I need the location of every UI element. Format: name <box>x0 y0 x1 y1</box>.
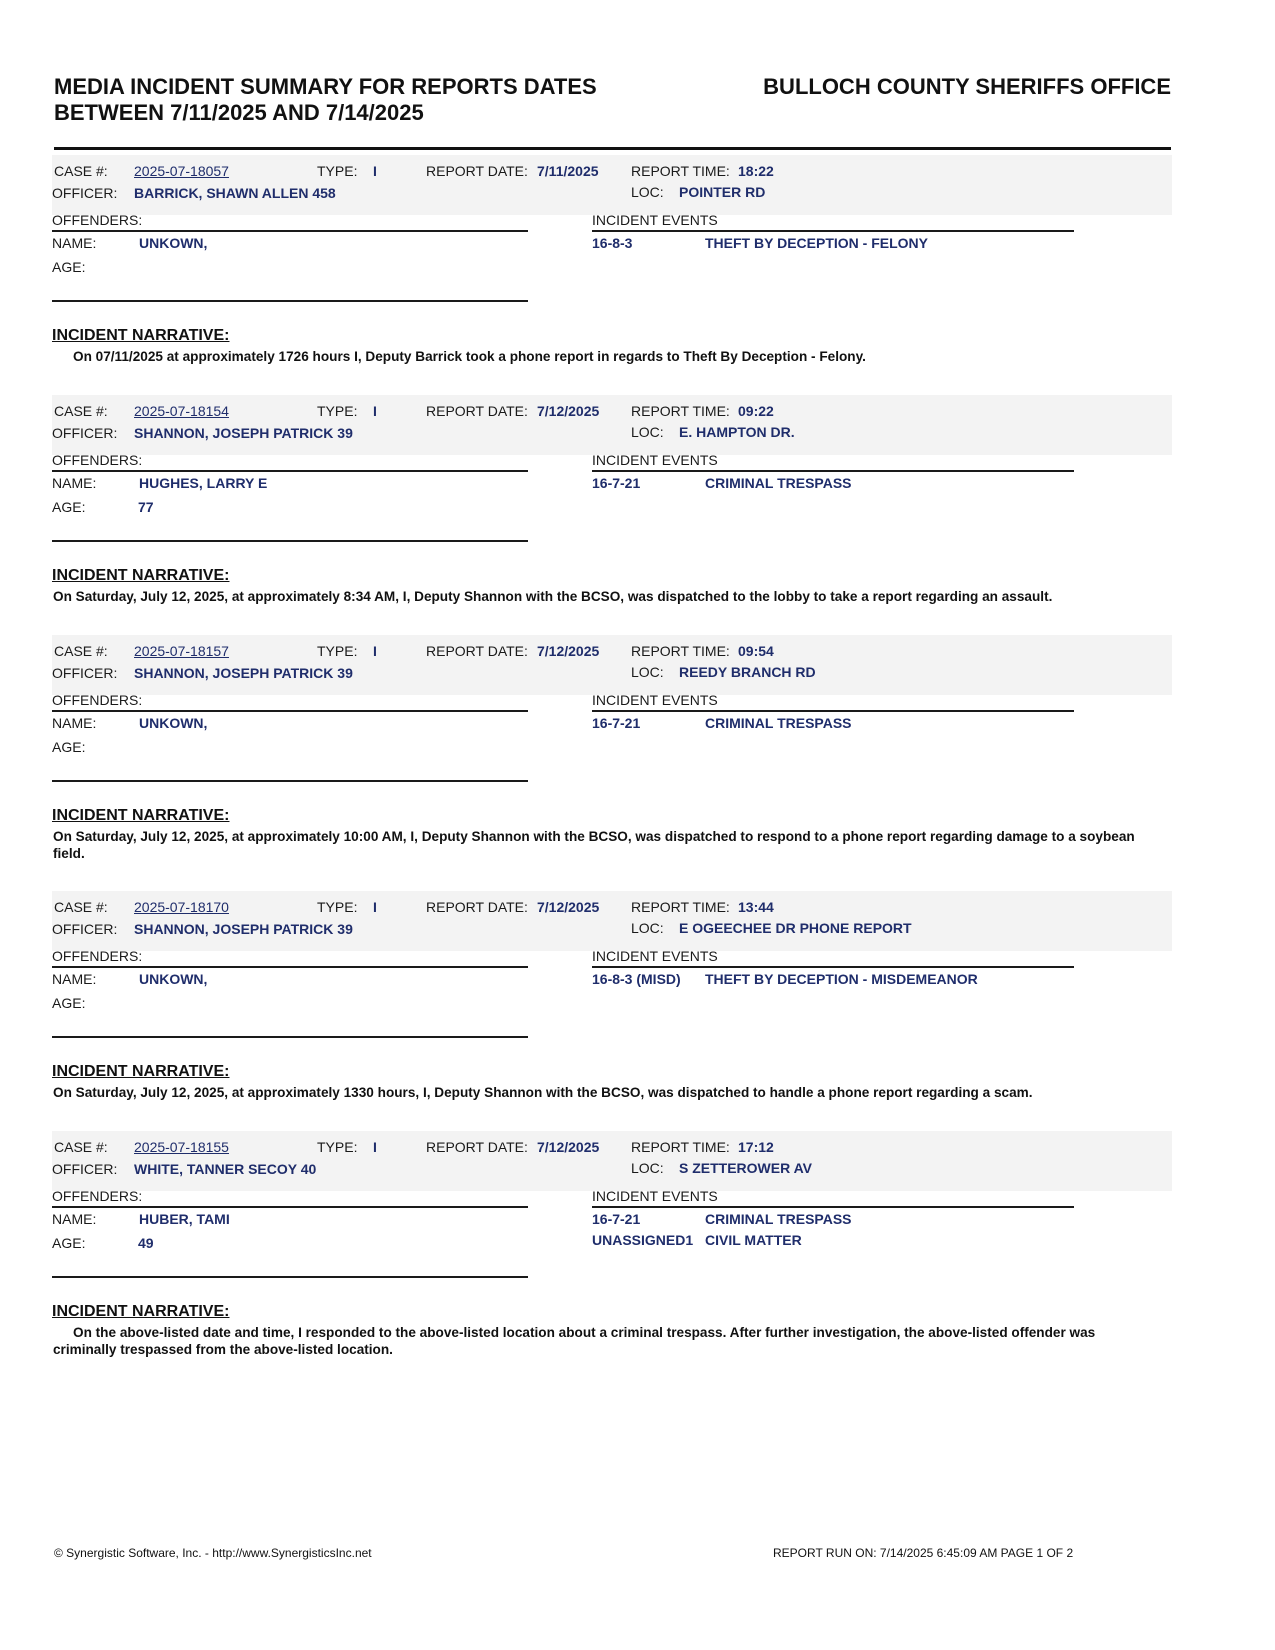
loc-value: E. HAMPTON DR. <box>679 424 795 440</box>
incident-block <box>52 155 1172 400</box>
officer-label: OFFICER: <box>52 1161 118 1177</box>
incident-events-label: INCIDENT EVENTS <box>592 212 718 228</box>
offenders-bottom-divider <box>52 780 528 782</box>
incident-block <box>52 395 1172 640</box>
officer-value: SHANNON, JOSEPH PATRICK 39 <box>134 921 353 937</box>
offenders-divider <box>52 470 528 472</box>
offender-name: HUGHES, LARRY E <box>139 475 268 491</box>
report-time-label: REPORT TIME: <box>631 403 730 419</box>
name-label: NAME: <box>52 235 97 251</box>
type-label: TYPE: <box>317 899 358 915</box>
offender-name: UNKOWN, <box>139 715 208 731</box>
report-date-value: 7/12/2025 <box>537 643 600 659</box>
offenders-divider <box>52 710 528 712</box>
incident-events-label: INCIDENT EVENTS <box>592 1188 718 1204</box>
event-description: THEFT BY DECEPTION - MISDEMEANOR <box>705 971 978 987</box>
offenders-divider <box>52 230 528 232</box>
report-time-value: 13:44 <box>738 899 774 915</box>
offenders-label: OFFENDERS: <box>52 948 143 964</box>
narrative-heading: INCIDENT NARRATIVE: <box>52 1303 230 1320</box>
event-code: 16-8-3 (MISD) <box>592 971 681 987</box>
age-label: AGE: <box>52 259 86 275</box>
incident-block <box>52 891 1172 1136</box>
case-number-link[interactable]: 2025-07-18155 <box>134 1139 229 1155</box>
narrative-heading: INCIDENT NARRATIVE: <box>52 1063 230 1080</box>
incident-events-label: INCIDENT EVENTS <box>592 692 718 708</box>
report-date-value: 7/11/2025 <box>537 163 599 179</box>
report-time-label: REPORT TIME: <box>631 163 730 179</box>
officer-label: OFFICER: <box>52 185 118 201</box>
offender-name: HUBER, TAMI <box>139 1211 230 1227</box>
report-date-value: 7/12/2025 <box>537 899 600 915</box>
case-number-link[interactable]: 2025-07-18157 <box>134 643 229 659</box>
report-time-label: REPORT TIME: <box>631 643 730 659</box>
name-label: NAME: <box>52 715 97 731</box>
loc-value: POINTER RD <box>679 184 766 200</box>
type-label: TYPE: <box>317 163 358 179</box>
type-label: TYPE: <box>317 403 358 419</box>
narrative-text: On Saturday, July 12, 2025, at approximately 1330 hours, I, Deputy Shannon with the BCSO, was dispatched to handle a phone report regarding a scam. <box>53 1085 1033 1100</box>
officer-value: BARRICK, SHAWN ALLEN 458 <box>134 185 336 201</box>
loc-label: LOC: <box>631 920 664 936</box>
officer-label: OFFICER: <box>52 425 118 441</box>
report-date-label: REPORT DATE: <box>426 643 528 659</box>
events-divider <box>592 710 1074 712</box>
offenders-bottom-divider <box>52 1276 528 1278</box>
case-label: CASE #: <box>54 643 108 659</box>
case-number-link[interactable]: 2025-07-18154 <box>134 403 229 419</box>
event-code: 16-7-21 <box>592 1211 641 1227</box>
type-label: TYPE: <box>317 643 358 659</box>
name-label: NAME: <box>52 475 97 491</box>
case-label: CASE #: <box>54 899 108 915</box>
type-value: I <box>373 1139 377 1155</box>
loc-value: E OGEECHEE DR PHONE REPORT <box>679 920 912 936</box>
report-date-label: REPORT DATE: <box>426 163 528 179</box>
report-date-label: REPORT DATE: <box>426 1139 528 1155</box>
officer-value: WHITE, TANNER SECOY 40 <box>134 1161 317 1177</box>
offenders-label: OFFENDERS: <box>52 1188 143 1204</box>
type-value: I <box>373 403 377 419</box>
event-description: CIVIL MATTER <box>705 1232 802 1248</box>
offender-name: UNKOWN, <box>139 971 208 987</box>
incident-events-label: INCIDENT EVENTS <box>592 452 718 468</box>
type-label: TYPE: <box>317 1139 358 1155</box>
report-date-label: REPORT DATE: <box>426 899 528 915</box>
loc-value: REEDY BRANCH RD <box>679 664 816 680</box>
case-label: CASE #: <box>54 1139 108 1155</box>
event-code: 16-8-3 <box>592 235 633 251</box>
report-time-value: 18:22 <box>738 163 774 179</box>
offender-name: UNKOWN, <box>139 235 208 251</box>
age-label: AGE: <box>52 739 86 755</box>
narrative-text: On the above-listed date and time, I responded to the above-listed location about a criminal trespass. After further investigation, the above-listed offender was criminally trespassed from the above-listed location. <box>53 1325 1096 1357</box>
loc-value: S ZETTEROWER AV <box>679 1160 812 1176</box>
officer-label: OFFICER: <box>52 921 118 937</box>
report-date-value: 7/12/2025 <box>537 403 600 419</box>
footer-run-info: REPORT RUN ON: 7/14/2025 6:45:09 AM PAGE 1 OF 2 <box>773 1546 1074 1560</box>
event-code: 16-7-21 <box>592 715 641 731</box>
event-description: CRIMINAL TRESPASS <box>705 1211 852 1227</box>
age-label: AGE: <box>52 995 86 1011</box>
age-label: AGE: <box>52 499 86 515</box>
name-label: NAME: <box>52 971 97 987</box>
events-divider <box>592 230 1074 232</box>
report-title: MEDIA INCIDENT SUMMARY FOR REPORTS DATES BETWEEN 7/11/2025 AND 7/14/2025 <box>54 74 597 125</box>
event-description: THEFT BY DECEPTION - FELONY <box>705 235 928 251</box>
offender-age: 49 <box>138 1235 154 1251</box>
report-date-label: REPORT DATE: <box>426 403 528 419</box>
event-description: CRIMINAL TRESPASS <box>705 475 852 491</box>
header-divider <box>54 147 1171 150</box>
report-time-value: 09:22 <box>738 403 774 419</box>
incident-block <box>52 635 1172 880</box>
offenders-label: OFFENDERS: <box>52 212 143 228</box>
incident-events-label: INCIDENT EVENTS <box>592 948 718 964</box>
offenders-bottom-divider <box>52 1036 528 1038</box>
offenders-bottom-divider <box>52 300 528 302</box>
events-divider <box>592 966 1074 968</box>
loc-label: LOC: <box>631 664 664 680</box>
narrative-heading: INCIDENT NARRATIVE: <box>52 807 230 824</box>
events-divider <box>592 470 1074 472</box>
offenders-divider <box>52 1206 528 1208</box>
offenders-label: OFFENDERS: <box>52 452 143 468</box>
agency-name: BULLOCH COUNTY SHERIFFS OFFICE <box>763 74 1171 99</box>
officer-value: SHANNON, JOSEPH PATRICK 39 <box>134 425 353 441</box>
report-time-label: REPORT TIME: <box>631 899 730 915</box>
case-label: CASE #: <box>54 163 108 179</box>
report-time-value: 17:12 <box>738 1139 774 1155</box>
type-value: I <box>373 163 377 179</box>
case-label: CASE #: <box>54 403 108 419</box>
case-number-link[interactable]: 2025-07-18170 <box>134 899 229 915</box>
incident-block <box>52 1131 1172 1376</box>
narrative-heading: INCIDENT NARRATIVE: <box>52 567 230 584</box>
type-value: I <box>373 643 377 659</box>
case-number-link[interactable]: 2025-07-18057 <box>134 163 229 179</box>
narrative-text: On Saturday, July 12, 2025, at approximately 10:00 AM, I, Deputy Shannon with the BCSO, was dispatched to respond to a phone report regarding damage to a soybean field. <box>53 829 1135 861</box>
loc-label: LOC: <box>631 424 664 440</box>
report-date-value: 7/12/2025 <box>537 1139 600 1155</box>
offenders-label: OFFENDERS: <box>52 692 143 708</box>
narrative-heading: INCIDENT NARRATIVE: <box>52 327 230 344</box>
name-label: NAME: <box>52 1211 97 1227</box>
event-code: 16-7-21 <box>592 475 641 491</box>
loc-label: LOC: <box>631 1160 664 1176</box>
loc-label: LOC: <box>631 184 664 200</box>
footer-copyright: © Synergistic Software, Inc. - http://www.SynergisticsInc.net <box>54 1546 372 1560</box>
age-label: AGE: <box>52 1235 86 1251</box>
type-value: I <box>373 899 377 915</box>
officer-label: OFFICER: <box>52 665 118 681</box>
officer-value: SHANNON, JOSEPH PATRICK 39 <box>134 665 353 681</box>
report-time-label: REPORT TIME: <box>631 1139 730 1155</box>
narrative-text: On 07/11/2025 at approximately 1726 hours I, Deputy Barrick took a phone report in regards to Theft By Deception - Felony. <box>73 349 866 364</box>
narrative-text: On Saturday, July 12, 2025, at approximately 8:34 AM, I, Deputy Shannon with the BCSO, was dispatched to the lobby to take a report regarding an assault. <box>53 589 1053 604</box>
event-description: CRIMINAL TRESPASS <box>705 715 852 731</box>
offender-age: 77 <box>138 499 154 515</box>
offenders-divider <box>52 966 528 968</box>
events-divider <box>592 1206 1074 1208</box>
report-time-value: 09:54 <box>738 643 774 659</box>
event-code: UNASSIGNED1 <box>592 1232 694 1248</box>
offenders-bottom-divider <box>52 540 528 542</box>
